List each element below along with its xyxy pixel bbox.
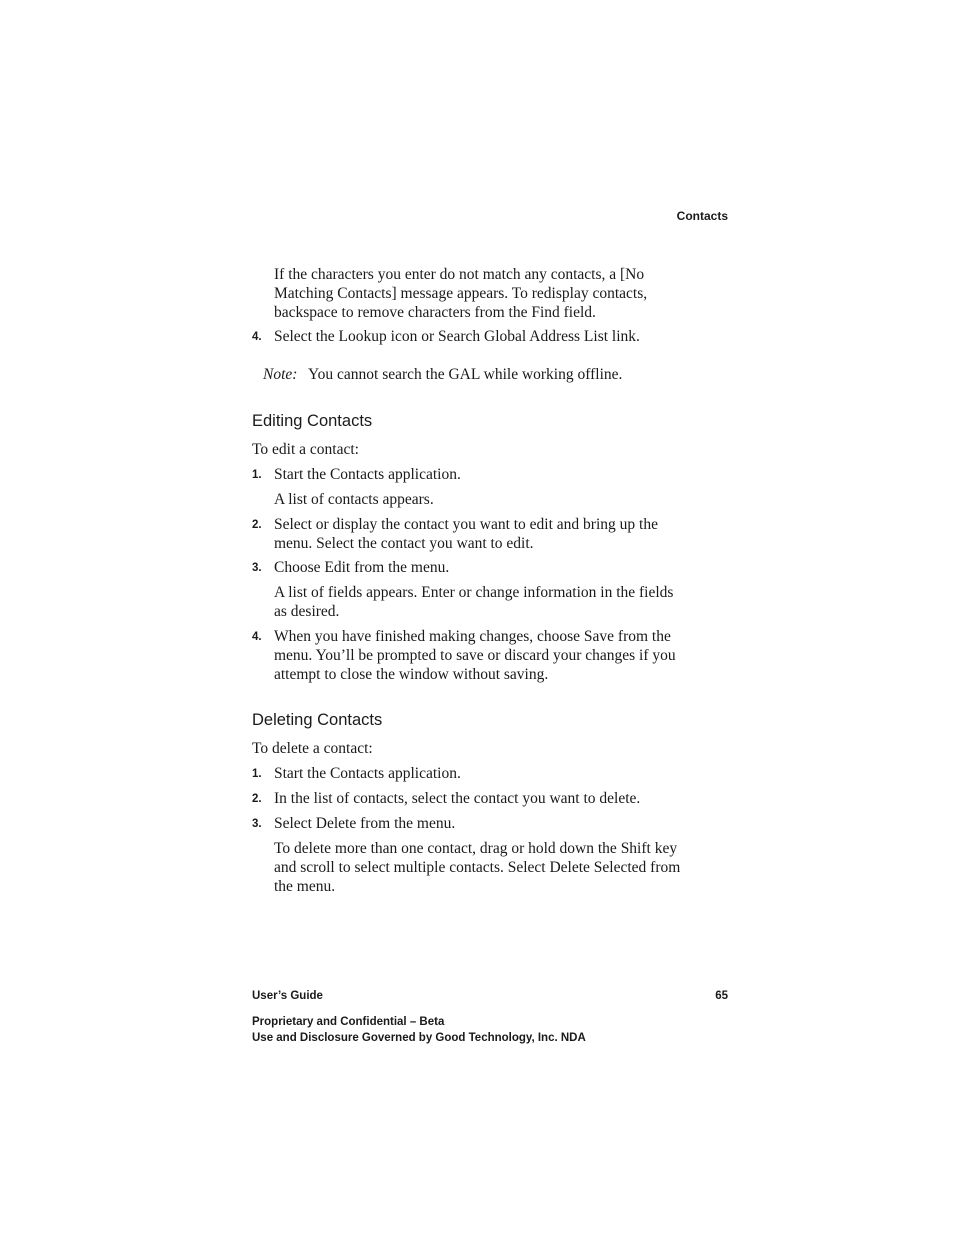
footer-confidential: Proprietary and Confidential – Beta xyxy=(252,1016,445,1028)
step-number: 4. xyxy=(252,331,262,343)
section-lead: To delete a contact: xyxy=(252,740,373,757)
step-text: Start the Contacts application. xyxy=(274,466,461,483)
step-result: A list of contacts appears. xyxy=(274,491,434,508)
step-result xyxy=(274,840,734,896)
step-line: Select or display the contact you want to edit and bring up the xyxy=(274,516,658,533)
intro-line: Matching Contacts] message appears. To redisplay contacts, xyxy=(274,284,648,302)
step-text xyxy=(274,516,734,554)
step-number: 1. xyxy=(252,469,262,481)
step-number: 1. xyxy=(252,768,262,780)
step-text xyxy=(274,628,734,684)
section-lead: To edit a contact: xyxy=(252,441,359,458)
intro-line: backspace to remove characters from the Find field. xyxy=(274,303,596,321)
step-number: 3. xyxy=(252,818,262,830)
step-line: as desired. xyxy=(274,602,340,620)
step-number: 2. xyxy=(252,793,262,805)
section-heading-editing: Editing Contacts xyxy=(252,412,373,430)
step-text: Choose Edit from the menu. xyxy=(274,559,450,576)
step-text: Select Delete from the menu. xyxy=(274,815,456,832)
step-result xyxy=(274,584,734,622)
step-line: To delete more than one contact, drag or hold down the Shift key xyxy=(274,840,678,857)
running-head: Contacts xyxy=(676,209,728,223)
section-heading-deleting: Deleting Contacts xyxy=(252,711,383,729)
step-line: and scroll to select multiple contacts. Select Delete Selected from xyxy=(274,858,681,876)
footer-nda: Use and Disclosure Governed by Good Technology, Inc. NDA xyxy=(252,1032,586,1044)
step-text: Select the Lookup icon or Search Global Address List link. xyxy=(274,328,640,345)
intro-paragraph xyxy=(274,266,734,322)
step-line: attempt to close the window without saving. xyxy=(274,665,549,683)
step-line: menu. You’ll be prompted to save or discard your changes if you xyxy=(274,646,676,664)
note-label: Note: xyxy=(263,366,298,383)
step-line: A list of fields appears. Enter or change information in the fields xyxy=(274,584,674,601)
step-number: 4. xyxy=(252,631,262,643)
step-line: the menu. xyxy=(274,877,336,895)
footer-guide-title: User’s Guide xyxy=(252,990,323,1002)
step-line: When you have finished making changes, choose Save from the xyxy=(274,628,671,645)
step-line: menu. Select the contact you want to edit. xyxy=(274,534,534,552)
note-text: You cannot search the GAL while working offline. xyxy=(308,366,623,383)
step-number: 3. xyxy=(252,562,262,574)
intro-line: If the characters you enter do not match any contacts, a [No xyxy=(274,266,645,283)
page-number: 65 xyxy=(715,990,728,1002)
step-number: 2. xyxy=(252,519,262,531)
step-text: In the list of contacts, select the contact you want to delete. xyxy=(274,790,641,807)
step-text: Start the Contacts application. xyxy=(274,765,461,782)
